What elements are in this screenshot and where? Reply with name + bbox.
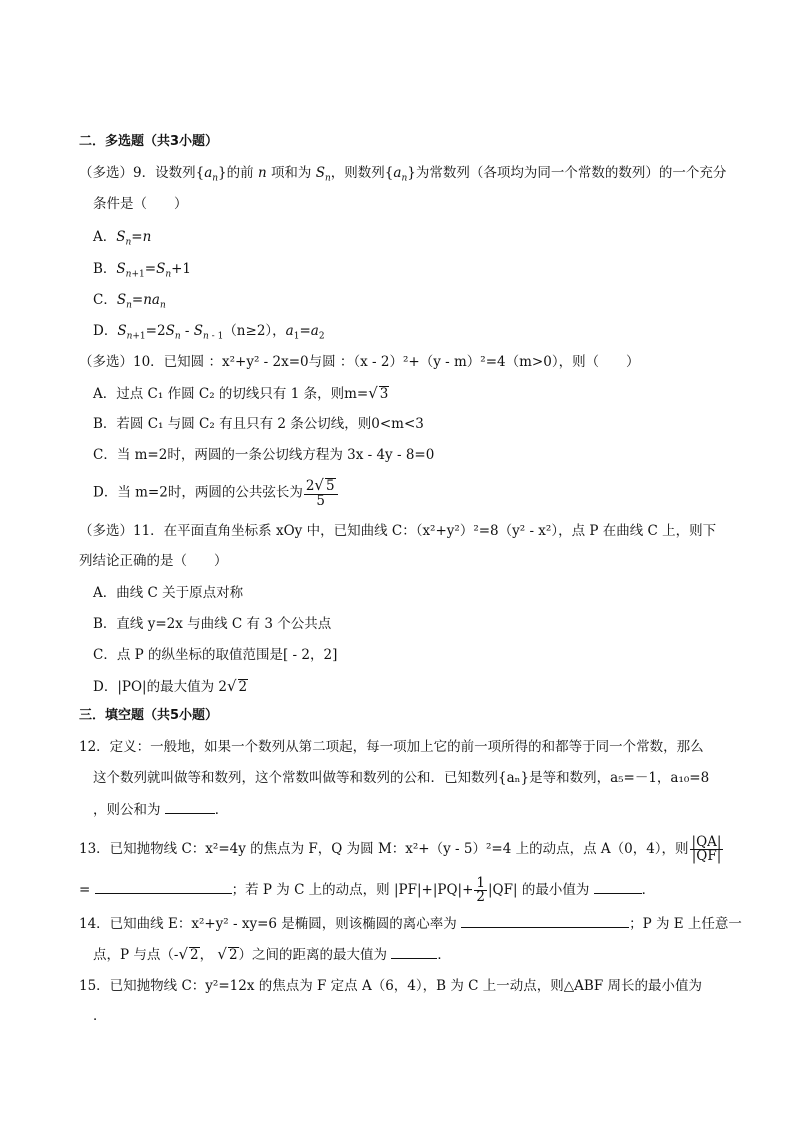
question-10-option-c: C．当 m=2时，两圆的一条公切线方程为 3x - 4y - 8=0	[93, 447, 435, 463]
question-11-option-c: C．点 P 的纵坐标的取值范围是[ - 2，2]	[93, 647, 338, 663]
answer-blank-1[interactable]	[461, 914, 629, 928]
question-9-stem-line2: 条件是（ ）	[93, 196, 188, 212]
question-9-option-b: B．$S_{n+1}=S_n+1$	[93, 261, 192, 280]
question-10-option-d: D．当 m=2时，两圆的公共弦长为 $\frac{2√ 5}{5}$	[93, 478, 339, 508]
question-10-stem: （多选）10．已知圆 ：x²+y² - 2x=0与圆 ：（x - 2）²+（y - m）²=4（m>0），则（ ）	[79, 354, 640, 370]
section-heading-fill-in: 三．填空题（共5小题）	[79, 708, 219, 723]
question-13-line2: = ；若 P 为 C 上的动点，则 |PF|+|PQ|+ $\frac{1}{2}$ |QF| 的最小值为 ．	[79, 875, 656, 905]
question-11-stem-line1: （多选）11．在平面直角坐标系 xOy 中，已知曲线 C：（x²+y²）²=8（y² - x²），点 P 在曲线 C 上，则下	[79, 523, 717, 539]
question-9-stem-line1: （多选）9．设数列$\{a_n\}$的前 n 项和为 $S_n$，则数列$\{a_n\}$为常数列（各项均为同一个常数的数列）的一个充分	[79, 165, 727, 184]
question-11-option-d: D．|PO|的最大值为 2√ 2	[93, 677, 248, 695]
answer-blank[interactable]	[165, 800, 215, 814]
question-14-line2: 点，P 与点（-√ 2， √ 2）之间的距离的最大值为 ．	[93, 945, 451, 963]
question-14-line1: 14．已知曲线 E：x²+y² - xy=6 是椭圆，则该椭圆的离心率为 ；P 为 E 上任意一	[79, 916, 742, 932]
question-12-line3: ，则公和为 ．	[93, 802, 229, 818]
question-9-option-c: C．$S_n=na_n$	[93, 292, 166, 311]
section-heading-multiple-choice: 二．多选题（共3小题）	[79, 134, 219, 149]
question-11-stem-line2: 列结论正确的是（ ）	[79, 553, 228, 569]
question-13-line1: 13．已知抛物线 C：x²=4y 的焦点为 F，Q 为圆 M：x²+（y - 5）²=4 上的动点，点 A（0，4），则 $\frac{|QA|}{|QF|}$	[79, 834, 722, 864]
fraction: $\frac{2√ 5}{5}$	[304, 478, 338, 508]
question-10-option-b: B．若圆 C₁ 与圆 C₂ 有且只有 2 条公切线，则0<m<3	[93, 416, 424, 432]
question-9-option-d: D．$S_{n+1}=2S_n - S_{n - 1}(n\ge 2)$，$a_1=a_2$	[93, 323, 325, 342]
question-9-option-a: A．$S_n=n$	[93, 229, 152, 248]
fraction-qa-qf: $\frac{|QA|}{|QF|}$	[691, 834, 722, 864]
fraction-half: $\frac{1}{2}$	[476, 875, 485, 905]
question-15-line2: ．	[93, 1008, 107, 1024]
question-11-option-b: B．直线 y=2x 与曲线 C 有 3 个公共点	[93, 616, 332, 632]
question-10-option-a: A．过点 C₁ 作圆 C₂ 的切线只有 1 条，则m=√ 3	[93, 384, 389, 402]
answer-blank-2[interactable]	[391, 945, 437, 959]
question-15-line1: 15．已知抛物线 C：y²=12x 的焦点为 F 定点 A（6，4），B 为 C 上一动点，则△ABF 周长的最小值为	[79, 978, 702, 994]
question-12-line1: 12．定义：一般地，如果一个数列从第二项起，每一项加上它的前一项所得的和都等于同一个常数，那么	[79, 739, 704, 755]
question-12-line2: 这个数列就叫做等和数列，这个常数叫做等和数列的公和．已知数列{aₙ}是等和数列，a₅=－1，a₁₀=8	[93, 770, 710, 786]
answer-blank-2[interactable]	[594, 880, 642, 894]
question-11-option-a: A．曲线 C 关于原点对称	[93, 585, 244, 601]
answer-blank-1[interactable]	[95, 880, 232, 894]
